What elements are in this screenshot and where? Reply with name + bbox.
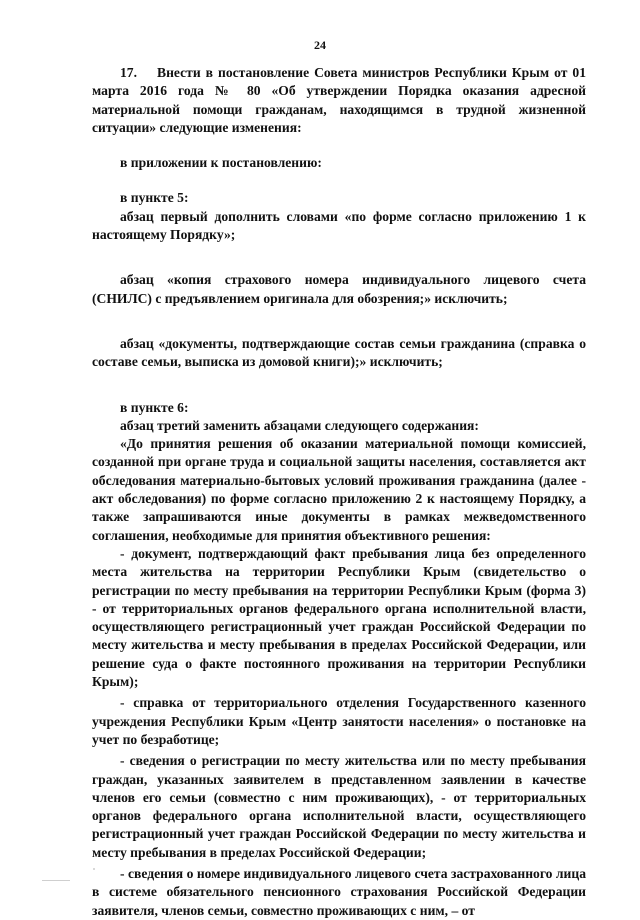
paragraph-bullet-employment: - справка от территориального отделения Государственного казенного учреждения Республики Крым «Центр занятости населения» о постановке на учет по безработице;	[92, 695, 586, 747]
paragraph-third-abzac: абзац третий заменить абзацами следующего содержания:	[120, 417, 479, 433]
paragraph-first-abzac: абзац первый дополнить словами «по форме согласно приложению 1 к настоящему Порядку»;	[92, 208, 586, 243]
paragraph-bullet-insurance: - сведения о номере индивидуального лицевого счета застрахованного лица в системе обязательного пенсионного страхования Российской Федерации заявителя, членов семьи, совместно проживающих с ним, – от	[92, 865, 586, 918]
paragraph-family-docs: абзац «документы, подтверждающие состав семьи гражданина (справка о составе семьи, выписка из домовой книги);» исключить;	[92, 335, 586, 370]
paragraph-point-6: в пункте 6:	[120, 399, 189, 415]
scan-artifact-line	[42, 880, 70, 881]
paragraph-quote-intro: «До принятия решения об оказании материальной помощи комиссией, созданной при органе труда и социальной защиты населения, составляется акт обследования материально-бытовых условий проживания гражданина (далее - акт обследования) по форме согласно приложению 2 к настоящему Порядку, а также запрашиваются иные документы в рамках межведомственного соглашения, необходимые для принятия объективного решения:	[92, 436, 586, 543]
paragraph-point-5: в пункте 5:	[120, 190, 189, 206]
paragraph-bullet-registration: - сведения о регистрации по месту жительства или по месту пребывания граждан, указанных заявителем в представленном заявлении в качестве членов его семьи (совместно с ним проживающих), - от территориальных органов федерального органа исполнительной власти, осуществляющего регистрационный учет граждан Российской Федерации по месту жительства и месту пребывания в пределах Российской Федерации;	[92, 753, 586, 860]
paragraph-snils: абзац «копия страхового номера индивидуального лицевого счета (СНИЛС) с предъявлением оригинала для обозрения;» исключить;	[92, 272, 586, 306]
paragraph-in-annex: в приложении к постановлению:	[120, 155, 322, 171]
paragraph-item-17: 17. Внести в постановление Совета министров Республики Крым от 01 марта 2016 года № 80 «Об утверждении Порядка оказания адресной материальной помощи гражданам, находящимся в трудной жизненной ситуации» следующие изменения:	[92, 65, 586, 135]
paragraph-bullet-residence: - документ, подтверждающий факт пребывания лица без определенного места жительства на территории Республики Крым (свидетельство о регистрации по месту пребывания на территории Республики Крым (форма 3) - от территориальных органов федерального органа исполнительной власти, осуществляющего регистрационный учет граждан Российской Федерации по месту жительства и месту пребывания в пределах Российской Федерации, или решение суда о факте постоянного проживания на территории Республики Крым);	[92, 545, 586, 690]
scan-artifact-dot	[93, 868, 95, 870]
document-body	[92, 64, 586, 920]
page-number: 24	[314, 38, 326, 52]
